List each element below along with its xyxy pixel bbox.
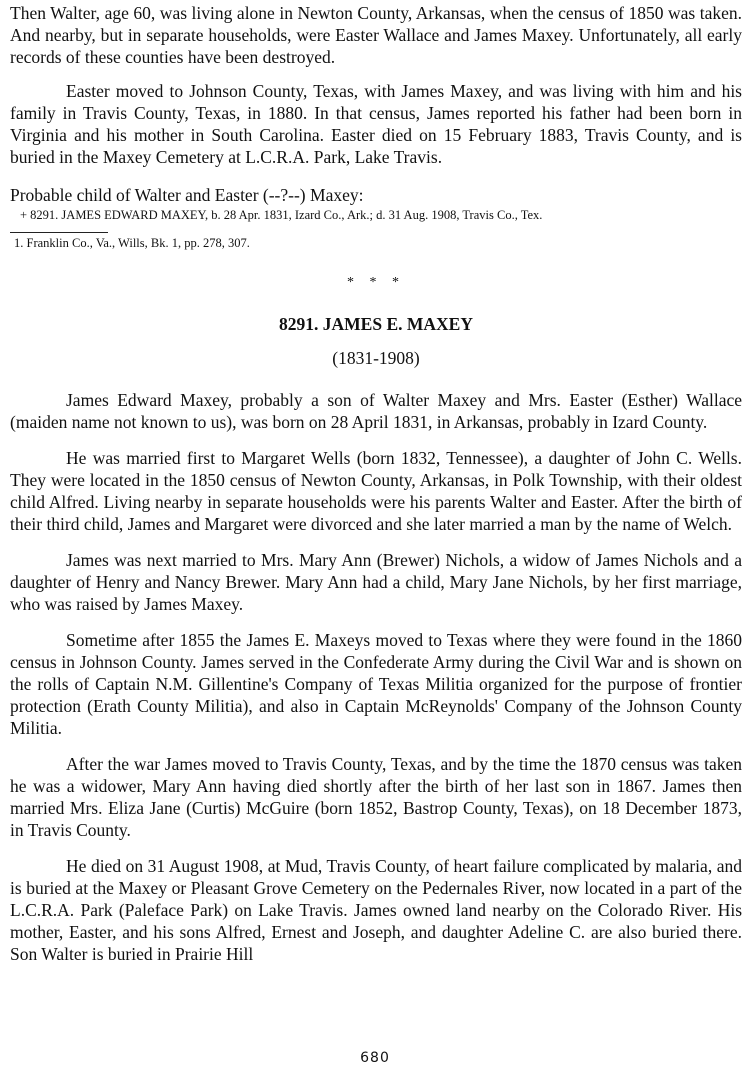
paragraph: James Edward Maxey, probably a son of Walter Maxey and Mrs. Easter (Esther) Wallace (maiden name not known to us), was born on 28 April 1831, in Arkansas, probably in Izard County. [10, 390, 742, 432]
paragraph: James was next married to Mrs. Mary Ann (Brewer) Nichols, a widow of James Nichols and a daughter of Henry and Nancy Brewer. Mary Ann had a child, Mary Jane Nichols, by her first marriage, who was raised by James Maxey. [10, 550, 742, 614]
section-separator: * * * [347, 275, 405, 290]
paragraph: Easter moved to Johnson County, Texas, with James Maxey, and was living with him and his family in Travis County, Texas, in 1880. In that census, James reported his father had been born in Virginia and his mother in South Carolina. Easter died on 15 February 1883, Travis County, and is buried in the Maxey Cemetery at L.C.R.A. Park, Lake Travis. [10, 81, 742, 167]
document-page [10, 0, 742, 965]
paragraph: Then Walter, age 60, was living alone in Newton County, Arkansas, when the census of 1850 was taken. And nearby, but in separate households, were Easter Wallace and James Maxey. Unfortunately, all early records of these counties have been destroyed. [10, 3, 742, 67]
paragraph: After the war James moved to Travis County, Texas, and by the time the 1870 census was taken he was a widower, Mary Ann having died shortly after the birth of her last son in 1867. James then married Mrs. Eliza Jane (Curtis) McGuire (born 1852, Bastrop County, Texas), on 18 December 1873, in Travis County. [10, 754, 742, 840]
paragraph: He was married first to Margaret Wells (born 1832, Tennessee), a daughter of John C. Wells. They were located in the 1850 census of Newton County, Arkansas, in Polk Township, with their oldest child Alfred. Living nearby in separate households were his parents Walter and Easter. After the birth of their third child, James and Margaret were divorced and she later married a man by the name of Welch. [10, 448, 742, 534]
paragraph: He died on 31 August 1908, at Mud, Travis County, of heart failure complicated by malaria, and is buried at the Maxey or Pleasant Grove Cemetery on the Pedernales River, now located in a part of the L.C.R.A. Park (Paleface Park) on Lake Travis. James owned land nearby on the Colorado River. His mother, Easter, and his sons Alfred, Ernest and Joseph, and daughter Adeline C. are also buried there. Son Walter is buried in Prairie Hill [10, 856, 742, 964]
section-heading: 8291. JAMES E. MAXEY [279, 314, 473, 334]
life-dates: (1831-1908) [332, 348, 420, 368]
child-entry: + 8291. JAMES EDWARD MAXEY, b. 28 Apr. 1831, Izard Co., Ark.; d. 31 Aug. 1908, Travis Co., Tex. [20, 208, 543, 222]
page-number: 680 [360, 1050, 390, 1066]
footnote-rule [10, 232, 108, 233]
children-list-intro: Probable child of Walter and Easter (--?--) Maxey: [10, 185, 364, 205]
footnote: 1. Franklin Co., Va., Wills, Bk. 1, pp. 278, 307. [14, 236, 250, 250]
paragraph: Sometime after 1855 the James E. Maxeys moved to Texas where they were found in the 1860 census in Johnson County. James served in the Confederate Army during the Civil War and is shown on the rolls of Captain N.M. Gillentine's Company of Texas Militia organized for the purpose of frontier protection (Erath County Militia), and also in Captain McReynolds' Company of the Johnson County Militia. [10, 630, 742, 738]
